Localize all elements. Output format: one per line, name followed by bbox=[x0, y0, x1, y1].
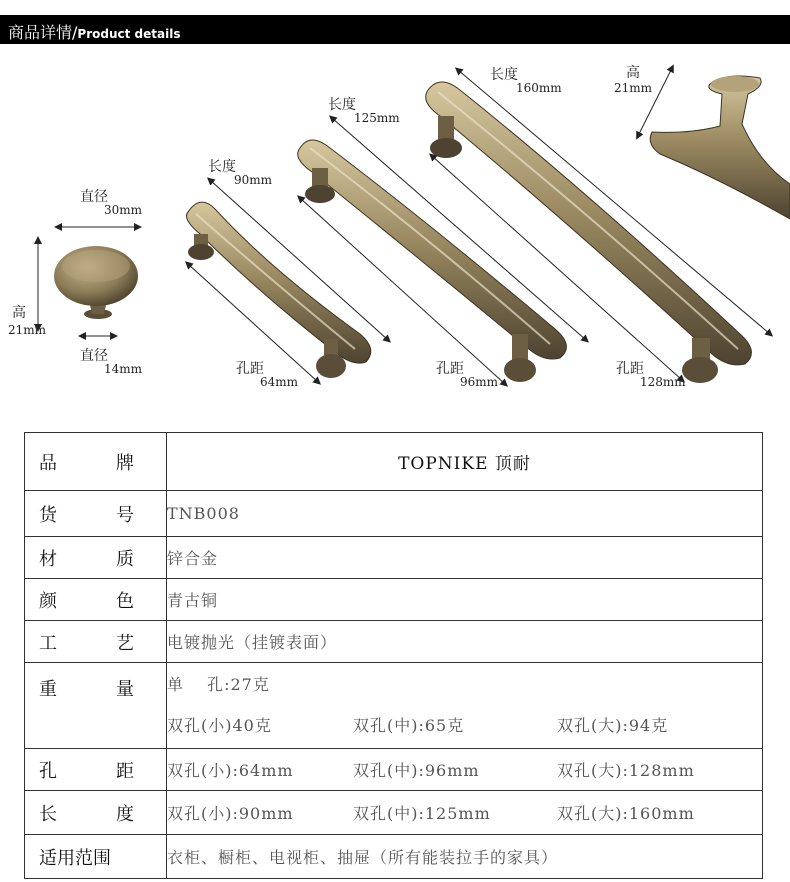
spec-value-brand: TOPNIKE 顶耐 bbox=[167, 433, 763, 491]
spec-table bbox=[24, 432, 763, 879]
weight-small: 双孔(小)40克 bbox=[167, 715, 272, 735]
medium-length-text: 长度 bbox=[328, 97, 356, 113]
hole-large: 双孔(大):128mm bbox=[557, 761, 695, 780]
large-hole-value: 128mm bbox=[640, 375, 686, 389]
handle-side-drawing bbox=[650, 76, 790, 219]
spec-label-hole-b: 距 bbox=[116, 760, 134, 782]
length-small: 双孔(小):90mm bbox=[167, 804, 294, 823]
large-length-value: 160mm bbox=[516, 81, 562, 95]
spec-label-model-b: 号 bbox=[116, 504, 134, 526]
side-height-label bbox=[614, 65, 653, 95]
spec-label-usage-text: 适用范围 bbox=[39, 847, 111, 869]
spec-value-weight bbox=[167, 663, 763, 749]
large-hole-text: 孔距 bbox=[616, 361, 644, 377]
weight-large: 双孔(大):94克 bbox=[557, 715, 669, 735]
spec-value-process: 电镀抛光（挂镀表面） bbox=[167, 621, 763, 663]
spec-label-material bbox=[25, 537, 167, 579]
spec-value-usage: 衣柜、橱柜、电视柜、抽屉（所有能装拉手的家具） bbox=[167, 835, 763, 879]
product-illustration bbox=[0, 44, 790, 416]
small-hole-text: 孔距 bbox=[236, 361, 264, 377]
small-length-text: 长度 bbox=[208, 159, 236, 175]
spec-row-color bbox=[25, 579, 763, 621]
small-hole-value: 64mm bbox=[260, 375, 299, 389]
spec-row-length bbox=[25, 791, 763, 835]
knob-base-value: 14mm bbox=[104, 362, 143, 376]
knob-diameter-value: 30mm bbox=[104, 203, 143, 217]
hole-small: 双孔(小):64mm bbox=[167, 761, 294, 780]
spec-label-model-a: 货 bbox=[39, 504, 57, 526]
medium-hole-text: 孔距 bbox=[436, 361, 464, 377]
handle-small-drawing bbox=[187, 202, 371, 378]
spec-label-brand-b: 牌 bbox=[116, 452, 134, 474]
spec-label-model bbox=[25, 491, 167, 537]
spec-label-hole-a: 孔 bbox=[39, 760, 57, 782]
spec-label-length bbox=[25, 791, 167, 835]
spec-label-color-a: 颜 bbox=[39, 590, 57, 612]
spec-row-hole bbox=[25, 749, 763, 791]
knob-height-label bbox=[8, 305, 47, 337]
spec-label-weight-a: 重 bbox=[39, 679, 57, 700]
side-height-text: 高 bbox=[626, 65, 640, 81]
knob-height-text: 高 bbox=[12, 305, 26, 321]
spec-row-brand bbox=[25, 433, 763, 491]
weight-single: 单 孔:27克 bbox=[167, 674, 270, 694]
section-header bbox=[0, 15, 790, 44]
large-hole-label bbox=[616, 362, 686, 388]
knob-diameter-label bbox=[80, 190, 142, 216]
header-separator: / bbox=[72, 23, 78, 42]
spec-label-process-b: 艺 bbox=[116, 632, 134, 654]
spec-label-material-a: 材 bbox=[39, 548, 57, 570]
hole-medium: 双孔(中):96mm bbox=[353, 761, 480, 780]
large-length-label bbox=[490, 68, 562, 94]
spec-label-process-a: 工 bbox=[39, 632, 57, 654]
knob-base-label bbox=[80, 349, 142, 375]
spec-value-length bbox=[167, 791, 763, 835]
spec-row-usage bbox=[25, 835, 763, 879]
large-length-text: 长度 bbox=[490, 67, 518, 83]
medium-length-label bbox=[328, 98, 400, 124]
spec-label-weight-b: 量 bbox=[116, 679, 134, 700]
knob-height-value: 21mm bbox=[8, 323, 47, 337]
spec-label-weight bbox=[25, 663, 167, 749]
spec-row-process bbox=[25, 621, 763, 663]
spec-value-material: 锌合金 bbox=[167, 537, 763, 579]
knob-base-text: 直径 bbox=[80, 348, 108, 364]
spec-row-weight bbox=[25, 663, 763, 749]
small-hole-label bbox=[236, 362, 298, 388]
spec-value-color: 青古铜 bbox=[167, 579, 763, 621]
medium-hole-label bbox=[436, 362, 498, 388]
header-title-cn: 商品详情 bbox=[8, 23, 73, 42]
spec-label-process bbox=[25, 621, 167, 663]
weight-medium: 双孔(中):65克 bbox=[353, 715, 465, 735]
length-large: 双孔(大):160mm bbox=[557, 804, 695, 823]
small-length-value: 90mm bbox=[234, 173, 273, 187]
header-title-en: Product details bbox=[77, 27, 181, 41]
spec-value-model: TNB008 bbox=[167, 491, 763, 537]
spec-label-hole bbox=[25, 749, 167, 791]
handle-large-drawing bbox=[426, 82, 752, 383]
spec-label-length-b: 度 bbox=[116, 803, 134, 825]
side-height-value: 21mm bbox=[614, 81, 653, 95]
knob-diameter-text: 直径 bbox=[80, 189, 108, 205]
spec-row-model bbox=[25, 491, 763, 537]
spec-label-length-a: 长 bbox=[39, 803, 57, 825]
spec-label-color bbox=[25, 579, 167, 621]
spec-row-material bbox=[25, 537, 763, 579]
length-medium: 双孔(中):125mm bbox=[353, 804, 491, 823]
spec-label-brand-a: 品 bbox=[39, 452, 57, 474]
spec-label-brand bbox=[25, 433, 167, 491]
spec-label-color-b: 色 bbox=[116, 590, 134, 612]
spec-label-material-b: 质 bbox=[116, 548, 134, 570]
small-length-label bbox=[208, 160, 272, 186]
medium-hole-value: 96mm bbox=[460, 375, 499, 389]
medium-length-value: 125mm bbox=[354, 111, 400, 125]
spec-label-usage bbox=[25, 835, 167, 879]
knob-drawing bbox=[54, 246, 138, 319]
spec-value-hole bbox=[167, 749, 763, 791]
